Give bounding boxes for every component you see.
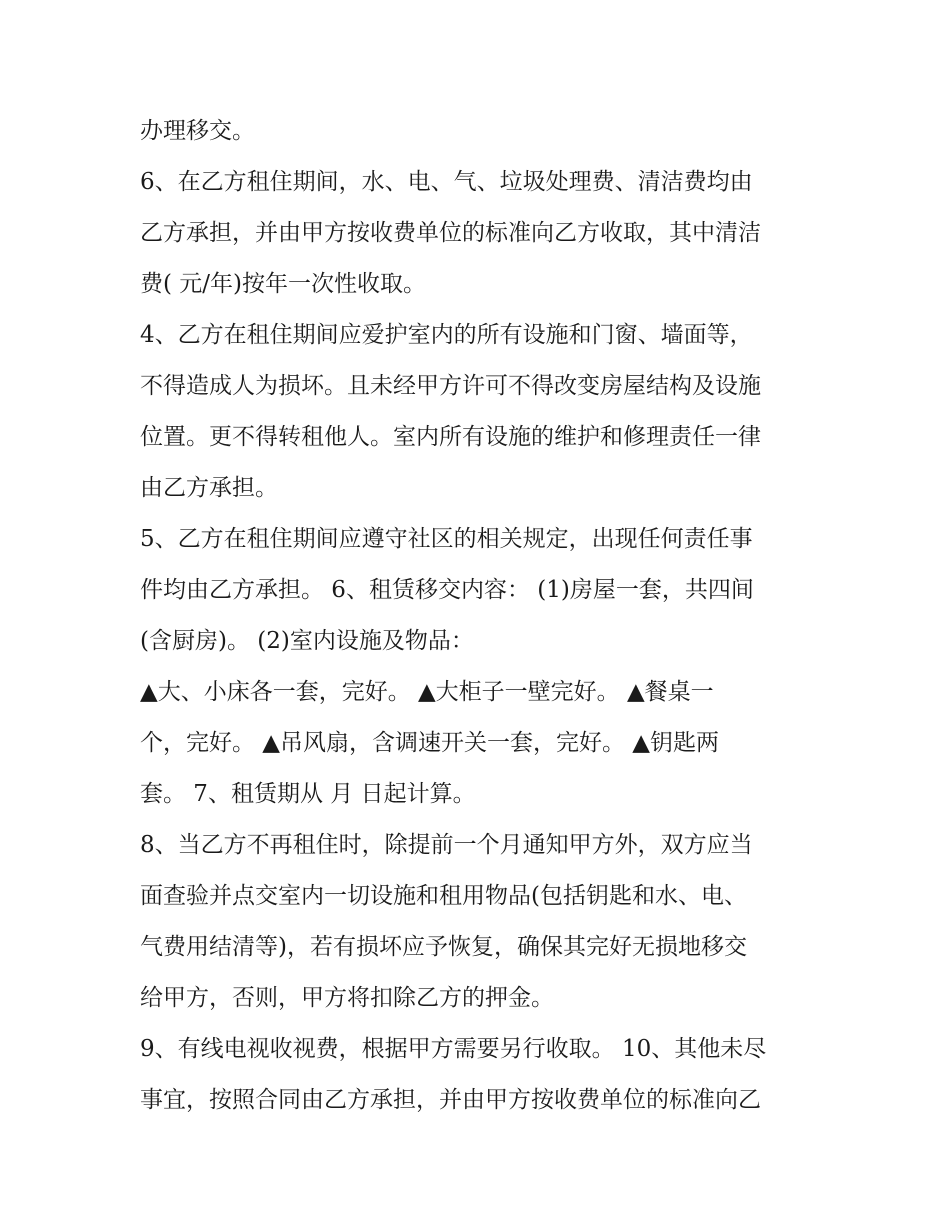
text-line: 办理移交。 — [140, 118, 255, 144]
text-line: 9、有线电视收视费，根据甲方需要另行收取。 10、其他未尽 — [140, 1036, 767, 1062]
text-line: 8、当乙方不再租住时，除提前一个月通知甲方外，双方应当 — [140, 832, 753, 858]
text-line: 5、乙方在租住期间应遵守社区的相关规定，出现任何责任事 — [140, 526, 753, 552]
text-line: 套。 7、租赁期从 月 日起计算。 — [140, 781, 476, 807]
text-line: 6、在乙方租住期间，水、电、气、垃圾处理费、清洁费均由 — [140, 169, 753, 195]
text-line: 费( 元/年)按年一次性收取。 — [140, 271, 427, 297]
text-line: 个，完好。 ▲吊风扇，含调速开关一套，完好。 ▲钥匙两 — [140, 730, 719, 756]
text-line: 事宜，按照合同由乙方承担，并由甲方按收费单位的标准向乙 — [140, 1087, 761, 1113]
text-line: (含厨房)。 (2)室内设施及物品： — [140, 628, 474, 654]
text-line: 4、乙方在租住期间应爱护室内的所有设施和门窗、墙面等， — [140, 322, 753, 348]
text-line: 面查验并点交室内一切设施和租用物品(包括钥匙和水、电、 — [140, 883, 747, 909]
text-line: 由乙方承担。 — [140, 475, 278, 501]
text-line: 气费用结清等)，若有损坏应予恢复，确保其完好无损地移交 — [140, 934, 747, 960]
text-line: 不得造成人为损坏。且未经甲方许可不得改变房屋结构及设施 — [140, 373, 761, 399]
text-line: 件均由乙方承担。 6、租赁移交内容： (1)房屋一套，共四间 — [140, 577, 754, 603]
contract-text — [140, 106, 820, 1126]
text-line: 乙方承担，并由甲方按收费单位的标准向乙方收取，其中清洁 — [140, 220, 761, 246]
text-line: 给甲方，否则，甲方将扣除乙方的押金。 — [140, 985, 554, 1011]
text-line: ▲大、小床各一套，完好。 ▲大柜子一壁完好。 ▲餐桌一 — [140, 679, 714, 705]
text-line: 位置。更不得转租他人。室内所有设施的维护和修理责任一律 — [140, 424, 761, 450]
